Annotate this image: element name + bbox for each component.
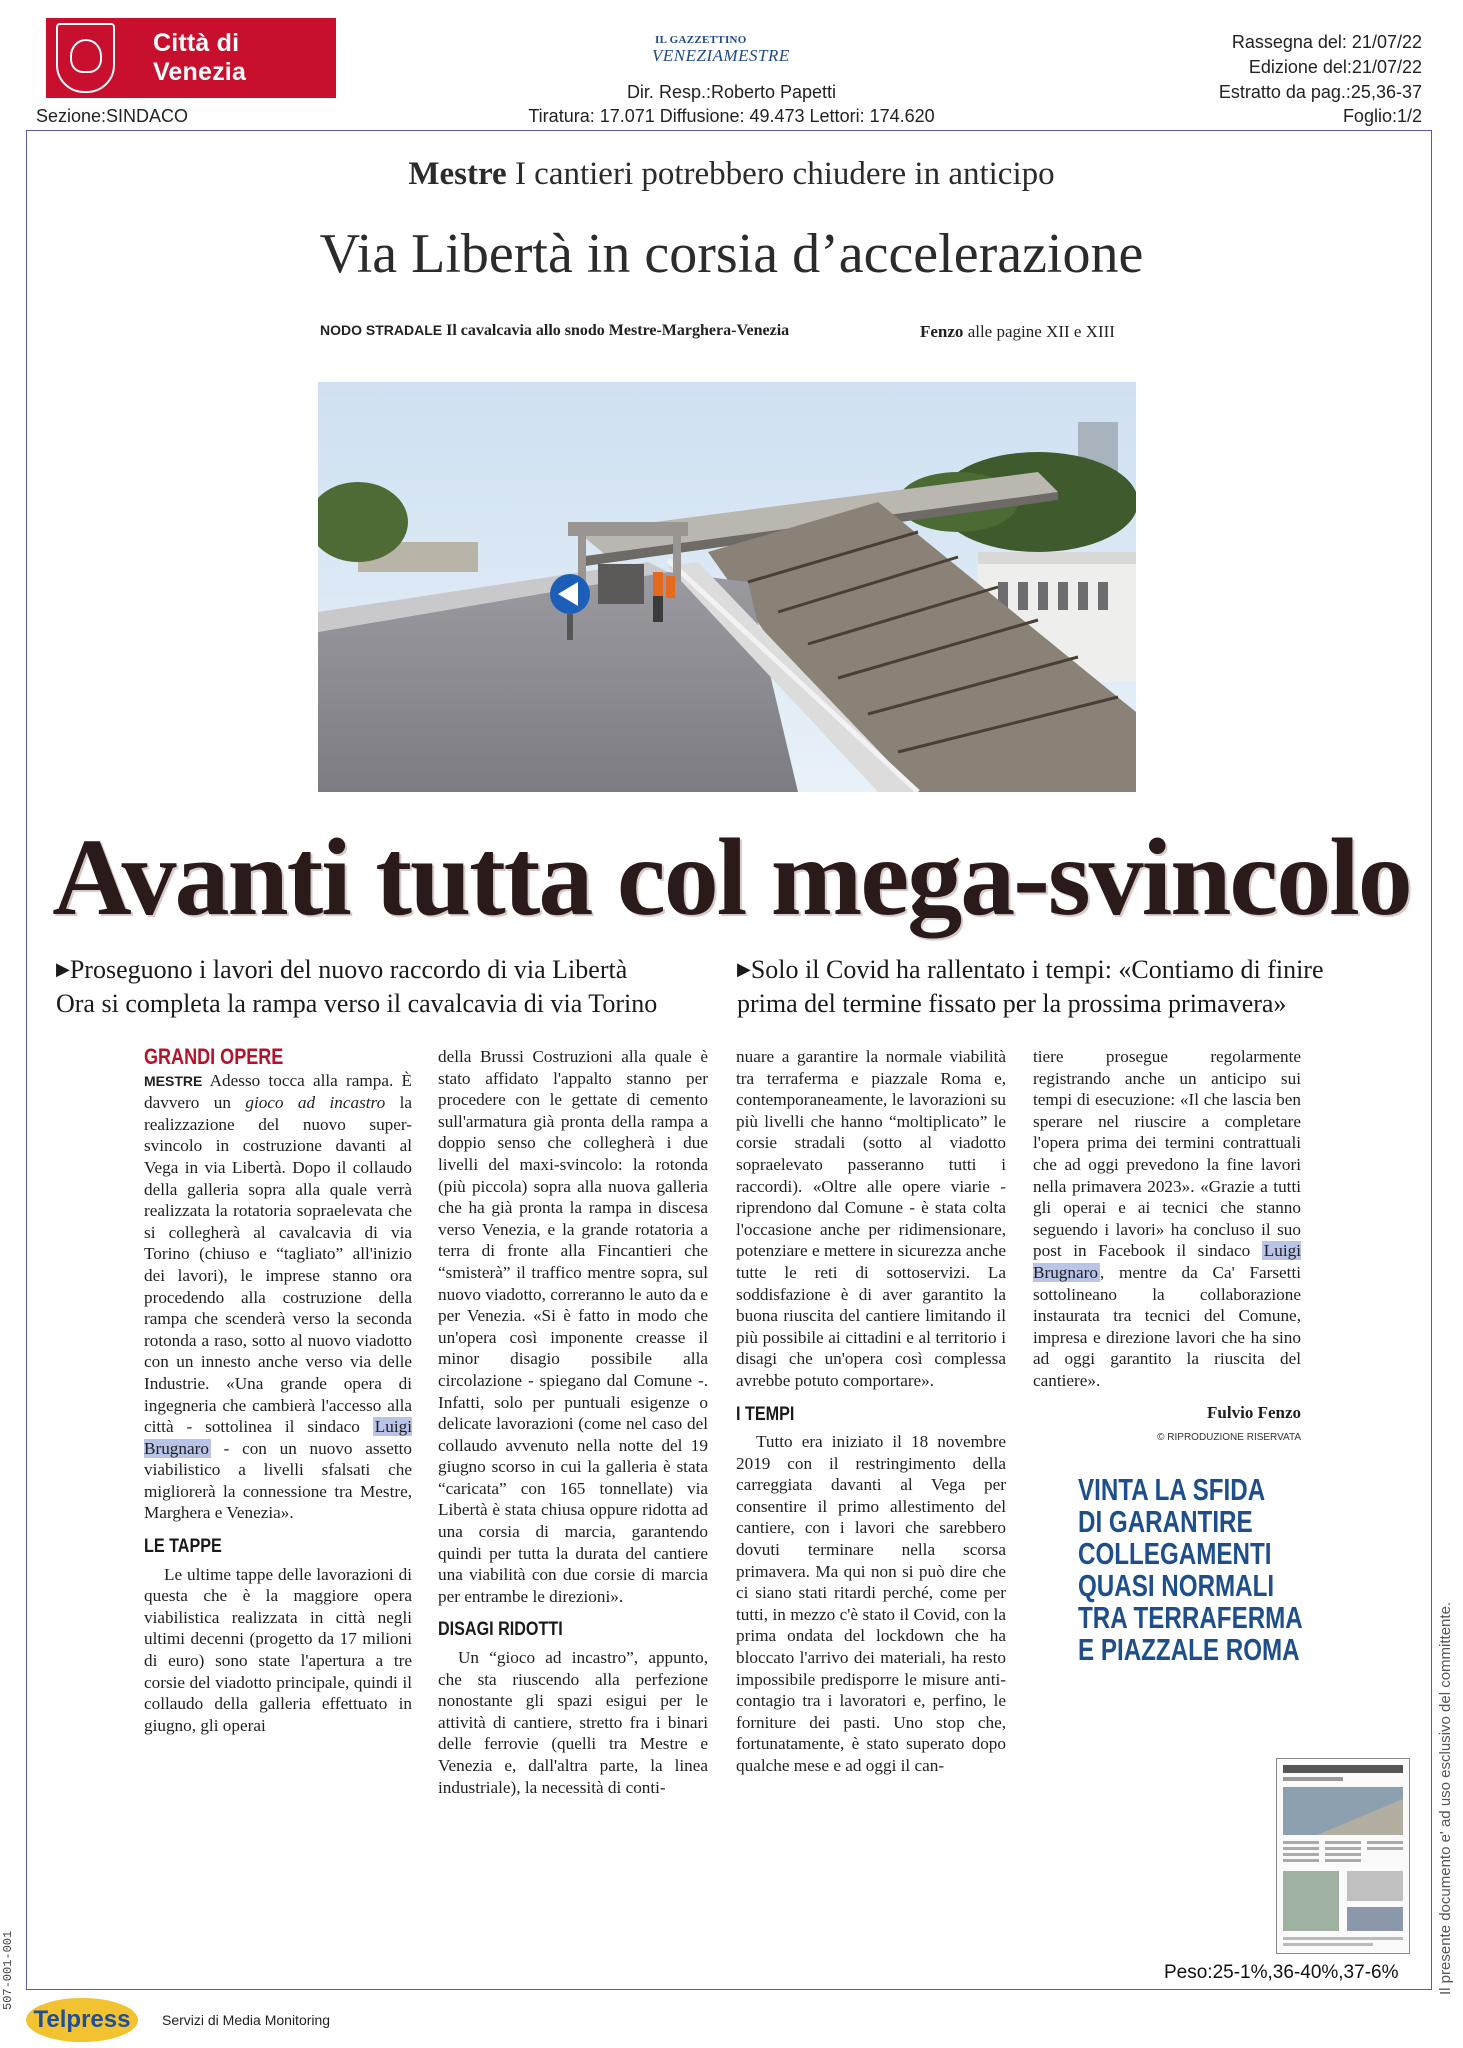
overpass-photo bbox=[318, 382, 1136, 792]
section-heading-grandi-opere: GRANDI OPERE bbox=[144, 1044, 284, 1069]
main-headline: Avanti tutta col mega-svincolo bbox=[52, 816, 1411, 938]
jump-text: alle pagine XII e XIII bbox=[967, 322, 1115, 341]
pull-quote-line: COLLEGAMENTI bbox=[1078, 1536, 1272, 1571]
kicker-place: Mestre bbox=[408, 156, 507, 192]
pull-quote bbox=[1078, 1474, 1303, 1666]
section-heading-disagi-ridotti: DISAGI RIDOTTI bbox=[438, 1619, 563, 1641]
telpress-logo bbox=[26, 1998, 138, 2042]
page-jump bbox=[920, 322, 1115, 342]
pull-quote-line: TRA TERRAFERMA bbox=[1078, 1600, 1303, 1635]
deck-right-line-2: prima del termine fissato per la prossima primavera» bbox=[737, 989, 1287, 1018]
article-column-2 bbox=[438, 1046, 708, 1798]
masthead-top: IL GAZZETTINO bbox=[655, 34, 747, 46]
kicker-text: I cantieri potrebbero chiudere in anticipo bbox=[514, 156, 1055, 192]
jump-author: Fenzo bbox=[920, 322, 964, 341]
deck-left bbox=[56, 952, 736, 1021]
col1-text-italic: gioco ad incastro bbox=[245, 1093, 386, 1113]
byline: Fulvio Fenzo bbox=[1207, 1402, 1301, 1422]
pull-quote-line: DI GARANTIRE bbox=[1078, 1504, 1253, 1539]
article-column-4 bbox=[1033, 1046, 1301, 1449]
col1-paragraph-2: Le ultime tappe delle lavorazioni di questa che è la maggiore opera viabilistica realizzata in città negli ultimi decenni (progetto da 17 milioni di euro) sono state l'apertura a tre corsie del viadotto principale, quindi il collaudo della galleria effettuato in giugno, gli operai bbox=[144, 1564, 412, 1735]
headline-top: Via Libertà in corsia d’accelerazione bbox=[319, 223, 1144, 285]
col4-text-a: tiere prosegue regolarmente registrando anche un anticipo sui tempi di esecuzione: «Il che lascia ben sperare nel riuscire a completare l'opera prima dei termini contrattuali che ad oggi prevedono la fine lavori nella primavera 2023». «Grazie a tutti gli operai e ai tecnici che stanno seguendo i lavori» ha concluso il suo post in Facebook il sindaco bbox=[1033, 1047, 1301, 1261]
deck-left-line-2: Ora si completa la rampa verso il cavalcavia di via Torino bbox=[56, 989, 658, 1018]
logo-text: Città di Venezia bbox=[152, 29, 247, 86]
deck-right-line-1: Solo il Covid ha rallentato i tempi: «Contiamo di finire bbox=[750, 955, 1324, 984]
triangle-right-icon: ▶ bbox=[56, 959, 70, 979]
rubric-text: Il cavalcavia allo snodo Mestre-Marghera-Venezia bbox=[446, 322, 790, 339]
col1-text-a: Adesso tocca alla rampa. È davvero un bbox=[144, 1070, 412, 1113]
pull-quote-line: QUASI NORMALI bbox=[1078, 1568, 1275, 1603]
service-label: Servizi di Media Monitoring bbox=[162, 2012, 331, 2028]
col2-paragraph-2: Un “gioco ad incastro”, appunto, che sta riuscendo alla perfezione nonostante gli spazi esigui per le attività di cantiere, stretto fra i binari delle ferrovie (quelli tra Mestre e Venezia e, dall'altra parte, la linea industriale), la necessità di conti- bbox=[438, 1648, 708, 1797]
rubric-tag: NODO STRADALE bbox=[320, 322, 443, 338]
telpress-text: Telpress bbox=[33, 2006, 131, 2033]
pull-quote-line: E PIAZZALE ROMA bbox=[1078, 1632, 1300, 1667]
director-line: Dir. Resp.:Roberto Papetti bbox=[626, 82, 837, 102]
dateline: MESTRE bbox=[144, 1072, 203, 1089]
col2-paragraph-1: della Brussi Costruzioni alla quale è stato affidato l'appalto stanno per procedere con le gettate di cemento sull'armatura già pronta della rampa a doppio senso che collegherà i due livelli del maxi-svincolo: la rotonda (più piccola) sopra alla nuova galleria che ha già pronta la rampa in discesa verso Venezia, e la grande rotatoria a terra di fronte alla Fincantieri che “smisterà” il traffico mentre sopra, sul nuovo viadotto, correranno le auto da e per Venezia. «Si è fatto in modo che un'opera così imponente creasse il minor disagio possibile alla circolazione - spiegano dal Comune -. Infatti, solo per puntuali esigenze o delicate lavorazioni (come nel caso del collaudo avvenuto nella notte del 19 giugno scorso in cui la galleria è stata “caricata” con 165 tonnellate) via Libertà è stata chiusa oppure ridotta ad una corsia di marcia, garantendo quindi per tutta la durata del cantiere una viabilità con due corsie di marcia per entrambe le direzioni». bbox=[438, 1047, 708, 1606]
document-code: 507-001-001 bbox=[1, 1930, 15, 2010]
article-column-1 bbox=[144, 1046, 412, 1736]
name-highlight: Luigi Brugnaro bbox=[144, 1417, 412, 1458]
article-column-3 bbox=[736, 1046, 1006, 1777]
section-label: Sezione:SINDACO bbox=[36, 106, 189, 126]
rubric bbox=[320, 322, 789, 340]
masthead-main: VENEZIAMESTRE bbox=[652, 46, 790, 65]
col3-paragraph-1: nuare a garantire la normale viabilità tra terraferma e piazzale Roma e, contemporaneamente, le lavorazioni su più livelli che hanno “moltiplicato” le corsie stradali (sotto al viadotto sopraelevato passeranno tutti i raccordi). «Oltre alle opere viarie - riprendono dal Comune - è stata colta l'occasione anche per ridimensionare, potenziare e mettere in sicurezza anche tutte le reti di sottoservizi. La soddisfazione è di aver garantito la buona riuscita del cantiere limitando il più possibile ai cittadini e al territorio i disagi che un'opera così complessa avrebbe potuto comportare». bbox=[736, 1047, 1006, 1390]
section-heading-i-tempi: I TEMPI bbox=[736, 1403, 795, 1425]
estratto-pages: Estratto da pag.:25,36-37 bbox=[1218, 82, 1422, 102]
col4-text-b: , mentre da Ca' Farsetti sottolineano la collaborazione instaurata tra tecnici del Comune, impresa e direzione lavori che ha sino ad oggi garantito la riuscita del cantiere». bbox=[1033, 1262, 1301, 1390]
kicker bbox=[0, 156, 1463, 193]
col3-paragraph-2: Tutto era iniziato il 18 novembre 2019 con il restringimento della carreggiata davanti al Vega per consentire il primo allestimento del cantiere, con i lavori che sarebbero dovuti terminare nella scorsa primavera. Ma qui non si può dire che ci siano stati ritardi perché, come per tutti, in mezzo c'è stato il Covid, con la prima ondata del lockdown che ha bloccato l'arrivo dei materiali, ha resto impossibile predisporre le misure anti-contagio tra i lavoratori e, perfino, le forniture dei pasti. Uno stop che, fortunatamente, è stato superato dopo qualche mese e ad oggi il can- bbox=[736, 1432, 1006, 1775]
foglio-label: Foglio:1/2 bbox=[1342, 106, 1422, 126]
deck-right bbox=[737, 952, 1417, 1021]
section-heading-le-tappe: LE TAPPE bbox=[144, 1536, 222, 1558]
usage-notice: Il presente documento e' ad uso esclusivo del committente. bbox=[1437, 1601, 1454, 1995]
deck-left-line-1: Proseguono i lavori del nuovo raccordo di via Libertà bbox=[69, 955, 628, 984]
circulation-line: Tiratura: 17.071 Diffusione: 49.473 Lettori: 174.620 bbox=[528, 106, 935, 126]
edizione-date: Edizione del:21/07/22 bbox=[1248, 57, 1422, 77]
peso-label: Peso:25-1%,36-40%,37-6% bbox=[1164, 1962, 1399, 1983]
triangle-right-icon: ▶ bbox=[737, 959, 751, 979]
col1-text-b: la realizzazione del nuovo super-svincolo in costruzione davanti al Vega in via Libertà. Dopo il collaudo della galleria sopra alla quale verrà realizzata la rotatoria sopraelevata che si collegherà al cavalcavia di via Torino (chiuso e “tagliato” all'inizio dei lavori), le imprese stanno ora procedendo alla costruzione della rampa che scenderà verso la seconda rotonda a raso, sotto al nuovo viadotto con un innesto anche verso via delle Industrie. «Una grande opera di ingegneria che cambierà l'accesso alla città - sottolinea il sindaco bbox=[144, 1093, 413, 1437]
rassegna-date: Rassegna del: 21/07/22 bbox=[1231, 32, 1422, 52]
name-highlight-2: Luigi Brugnaro bbox=[1033, 1241, 1301, 1282]
pull-quote-line: VINTA LA SFIDA bbox=[1078, 1472, 1266, 1507]
copyright-note: © RIPRODUZIONE RISERVATA bbox=[1157, 1432, 1301, 1444]
page-thumbnail bbox=[1276, 1758, 1410, 1954]
col1-text-c: - con un nuovo assetto viabilistico a livelli sfalsati che migliorerà la connessione tra Mestre, Marghera e Venezia». bbox=[144, 1438, 412, 1523]
